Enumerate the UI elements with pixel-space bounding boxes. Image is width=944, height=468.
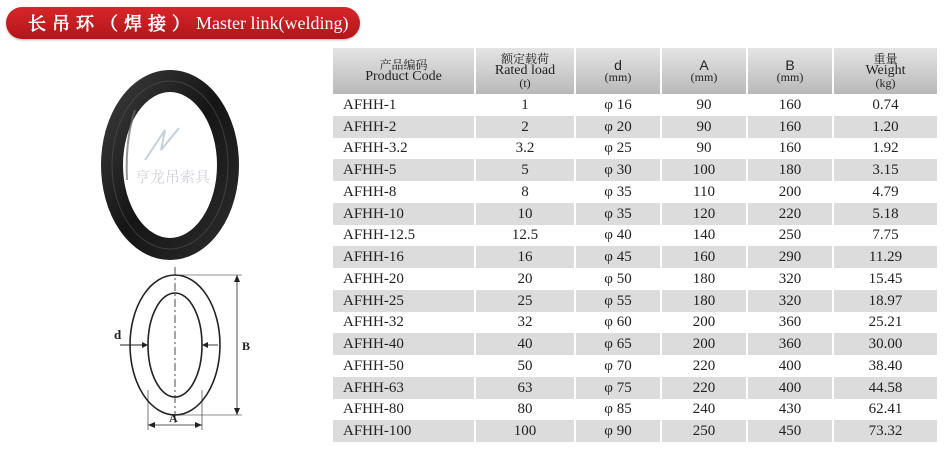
cell-b: 160 <box>747 116 833 138</box>
table-header-row <box>333 48 937 94</box>
cell-b: 450 <box>747 420 833 442</box>
cell-d: φ 50 <box>575 268 661 290</box>
cell-b: 250 <box>747 225 833 247</box>
cell-product-code: AFHH-40 <box>333 333 475 355</box>
cell-product-code: AFHH-25 <box>333 290 475 312</box>
cell-rated-load: 40 <box>475 333 575 355</box>
cell-a: 90 <box>661 116 747 138</box>
cell-b: 360 <box>747 333 833 355</box>
cell-a: 240 <box>661 399 747 421</box>
cell-d: φ 25 <box>575 138 661 160</box>
dimension-a-label: A <box>169 411 178 425</box>
dimension-b-label: B <box>242 339 251 353</box>
cell-weight: 11.29 <box>833 246 937 268</box>
cell-weight: 38.40 <box>833 355 937 377</box>
cell-weight: 1.20 <box>833 116 937 138</box>
cell-product-code: AFHH-10 <box>333 203 475 225</box>
master-link-drawing <box>100 265 265 435</box>
cell-d: φ 85 <box>575 399 661 421</box>
cell-a: 140 <box>661 225 747 247</box>
cell-product-code: AFHH-3.2 <box>333 138 475 160</box>
cell-weight: 0.74 <box>833 94 937 116</box>
cell-b: 400 <box>747 355 833 377</box>
cell-weight: 30.00 <box>833 333 937 355</box>
table-row <box>333 355 937 377</box>
cell-weight: 5.18 <box>833 203 937 225</box>
cell-weight: 3.15 <box>833 159 937 181</box>
cell-a: 120 <box>661 203 747 225</box>
cell-weight: 62.41 <box>833 399 937 421</box>
cell-d: φ 65 <box>575 333 661 355</box>
table-row <box>333 290 937 312</box>
table-row <box>333 225 937 247</box>
cell-rated-load: 3.2 <box>475 138 575 160</box>
cell-product-code: AFHH-5 <box>333 159 475 181</box>
cell-d: φ 90 <box>575 420 661 442</box>
cell-a: 200 <box>661 333 747 355</box>
table-row <box>333 420 937 442</box>
cell-product-code: AFHH-2 <box>333 116 475 138</box>
cell-d: φ 16 <box>575 94 661 116</box>
cell-rated-load: 32 <box>475 312 575 334</box>
cell-product-code: AFHH-32 <box>333 312 475 334</box>
cell-product-code: AFHH-100 <box>333 420 475 442</box>
cell-weight: 4.79 <box>833 181 937 203</box>
cell-a: 250 <box>661 420 747 442</box>
cell-product-code: AFHH-8 <box>333 181 475 203</box>
cell-b: 200 <box>747 181 833 203</box>
cell-rated-load: 12.5 <box>475 225 575 247</box>
header-b: B (mm) <box>747 48 833 94</box>
cell-b: 430 <box>747 399 833 421</box>
cell-rated-load: 20 <box>475 268 575 290</box>
cell-b: 220 <box>747 203 833 225</box>
cell-rated-load: 1 <box>475 94 575 116</box>
cell-a: 90 <box>661 94 747 116</box>
cell-a: 220 <box>661 377 747 399</box>
cell-b: 320 <box>747 268 833 290</box>
cell-weight: 44.58 <box>833 377 937 399</box>
header-weight: 重量 Weight (kg) <box>833 48 937 94</box>
watermark-logo <box>135 128 211 186</box>
spec-table <box>333 48 937 442</box>
cell-weight: 25.21 <box>833 312 937 334</box>
header-rated-load: 额定载荷 Rated load (t) <box>475 48 575 94</box>
header-product-code: 产品编码 Product Code <box>333 48 475 94</box>
cell-b: 290 <box>747 246 833 268</box>
table-row <box>333 94 937 116</box>
cell-weight: 73.32 <box>833 420 937 442</box>
table-row <box>333 399 937 421</box>
cell-rated-load: 80 <box>475 399 575 421</box>
cell-b: 160 <box>747 138 833 160</box>
cell-d: φ 35 <box>575 203 661 225</box>
table-row <box>333 333 937 355</box>
table-row <box>333 246 937 268</box>
cell-d: φ 75 <box>575 377 661 399</box>
table-row <box>333 116 937 138</box>
dimension-d-label: d <box>114 327 122 342</box>
header-d: d (mm) <box>575 48 661 94</box>
table-row <box>333 138 937 160</box>
cell-d: φ 60 <box>575 312 661 334</box>
table-row <box>333 268 937 290</box>
cell-b: 160 <box>747 94 833 116</box>
cell-product-code: AFHH-63 <box>333 377 475 399</box>
cell-a: 90 <box>661 138 747 160</box>
cell-rated-load: 25 <box>475 290 575 312</box>
cell-a: 180 <box>661 290 747 312</box>
cell-b: 320 <box>747 290 833 312</box>
cell-weight: 15.45 <box>833 268 937 290</box>
cell-d: φ 35 <box>575 181 661 203</box>
cell-b: 400 <box>747 377 833 399</box>
cell-weight: 7.75 <box>833 225 937 247</box>
table-row <box>333 159 937 181</box>
cell-a: 160 <box>661 246 747 268</box>
watermark-text: 亨龙吊索具 <box>135 168 211 186</box>
title-chinese: 长吊环（焊接） <box>28 14 196 35</box>
table-body <box>333 94 937 442</box>
cell-d: φ 70 <box>575 355 661 377</box>
table-row <box>333 203 937 225</box>
header-a: A (mm) <box>661 48 747 94</box>
cell-d: φ 45 <box>575 246 661 268</box>
table-row <box>333 312 937 334</box>
cell-rated-load: 8 <box>475 181 575 203</box>
cell-d: φ 55 <box>575 290 661 312</box>
master-link-photo <box>95 70 265 260</box>
table-row <box>333 377 937 399</box>
cell-product-code: AFHH-12.5 <box>333 225 475 247</box>
cell-d: φ 30 <box>575 159 661 181</box>
table-row <box>333 181 937 203</box>
cell-rated-load: 16 <box>475 246 575 268</box>
cell-rated-load: 10 <box>475 203 575 225</box>
cell-weight: 18.97 <box>833 290 937 312</box>
cell-product-code: AFHH-50 <box>333 355 475 377</box>
cell-product-code: AFHH-80 <box>333 399 475 421</box>
cell-product-code: AFHH-1 <box>333 94 475 116</box>
cell-b: 360 <box>747 312 833 334</box>
cell-rated-load: 100 <box>475 420 575 442</box>
cell-d: φ 20 <box>575 116 661 138</box>
cell-product-code: AFHH-16 <box>333 246 475 268</box>
title-english: Master link(welding) <box>196 12 349 33</box>
cell-rated-load: 5 <box>475 159 575 181</box>
cell-product-code: AFHH-20 <box>333 268 475 290</box>
cell-b: 180 <box>747 159 833 181</box>
cell-d: φ 40 <box>575 225 661 247</box>
cell-a: 110 <box>661 181 747 203</box>
cell-a: 180 <box>661 268 747 290</box>
cell-a: 220 <box>661 355 747 377</box>
title-banner <box>6 7 360 39</box>
cell-a: 200 <box>661 312 747 334</box>
cell-a: 100 <box>661 159 747 181</box>
cell-rated-load: 50 <box>475 355 575 377</box>
cell-rated-load: 2 <box>475 116 575 138</box>
cell-rated-load: 63 <box>475 377 575 399</box>
cell-weight: 1.92 <box>833 138 937 160</box>
